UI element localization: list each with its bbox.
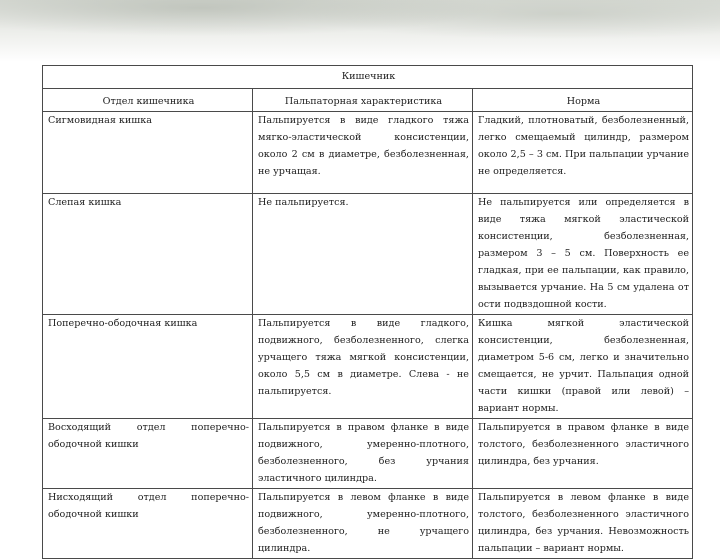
intestine-palpation-table: [42, 65, 693, 559]
row-section-cell: Восходящий отдел поперечно-ободочной кишки: [43, 419, 253, 489]
row-norm-cell: Гладкий, плотноватый, безболезненный, легко смещаемый цилиндр, размером около 2,5 – 3 см. При пальпации урчание не определяется.: [473, 112, 693, 194]
row-norm-cell: Пальпируется в левом фланке в виде толстого, безболезненного эластичного цилиндра, без урчания. Невозможность пальпации – вариант нормы.: [473, 489, 693, 559]
row-norm-cell: Не пальпируется или определяется в виде тяжа мягкой эластической консистенции, безболезненная, размером 3 – 5 см. Поверхность ее гладкая, при ее пальпации, как правило, вызывается урчание. На 5 см удалена от ости подвздошной кости.: [473, 194, 693, 315]
row-norm-cell: Пальпируется в правом фланке в виде толстого, безболезненного эластичного цилиндра, без урчания.: [473, 419, 693, 489]
table-row: [43, 315, 693, 419]
table-row: [43, 194, 693, 315]
column-header-palpation: Пальпаторная характеристика: [253, 89, 473, 112]
column-header-section: Отдел кишечника: [43, 89, 253, 112]
table-row: [43, 489, 693, 559]
table-row: [43, 112, 693, 194]
slide-background-header: [0, 0, 720, 62]
table-title: Кишечник: [43, 66, 693, 89]
table-row: [43, 419, 693, 489]
row-section-cell: Слепая кишка: [43, 194, 253, 315]
row-section-cell: Поперечно-ободочная кишка: [43, 315, 253, 419]
row-palpation-cell: Пальпируется в левом фланке в виде подвижного, умеренно-плотного, безболезненного, не урчащего цилиндра.: [253, 489, 473, 559]
row-norm-cell: Кишка мягкой эластической консистенции, безболезненная, диаметром 5-6 см, легко и значительно смещается, не урчит. Пальпация одной части кишки (правой или левой) – вариант нормы.: [473, 315, 693, 419]
column-header-norm: Норма: [473, 89, 693, 112]
table-header-row: [43, 89, 693, 112]
row-palpation-cell: Пальпируется в виде гладкого тяжа мягко-эластической консистенции, около 2 см в диаметре, безболезненная, не урчащая.: [253, 112, 473, 194]
table-title-row: [43, 66, 693, 89]
document-page: [42, 65, 692, 559]
row-palpation-cell: Не пальпируется.: [253, 194, 473, 315]
row-section-cell: Сигмовидная кишка: [43, 112, 253, 194]
row-section-cell: Нисходящий отдел поперечно-ободочной кишки: [43, 489, 253, 559]
row-palpation-cell: Пальпируется в правом фланке в виде подвижного, умеренно-плотного, безболезненного, без урчания эластичного цилиндра.: [253, 419, 473, 489]
row-palpation-cell: Пальпируется в виде гладкого, подвижного, безболезненного, слегка урчащего тяжа мягкой консистенции, около 5,5 см в диаметре. Слева - не пальпируется.: [253, 315, 473, 419]
